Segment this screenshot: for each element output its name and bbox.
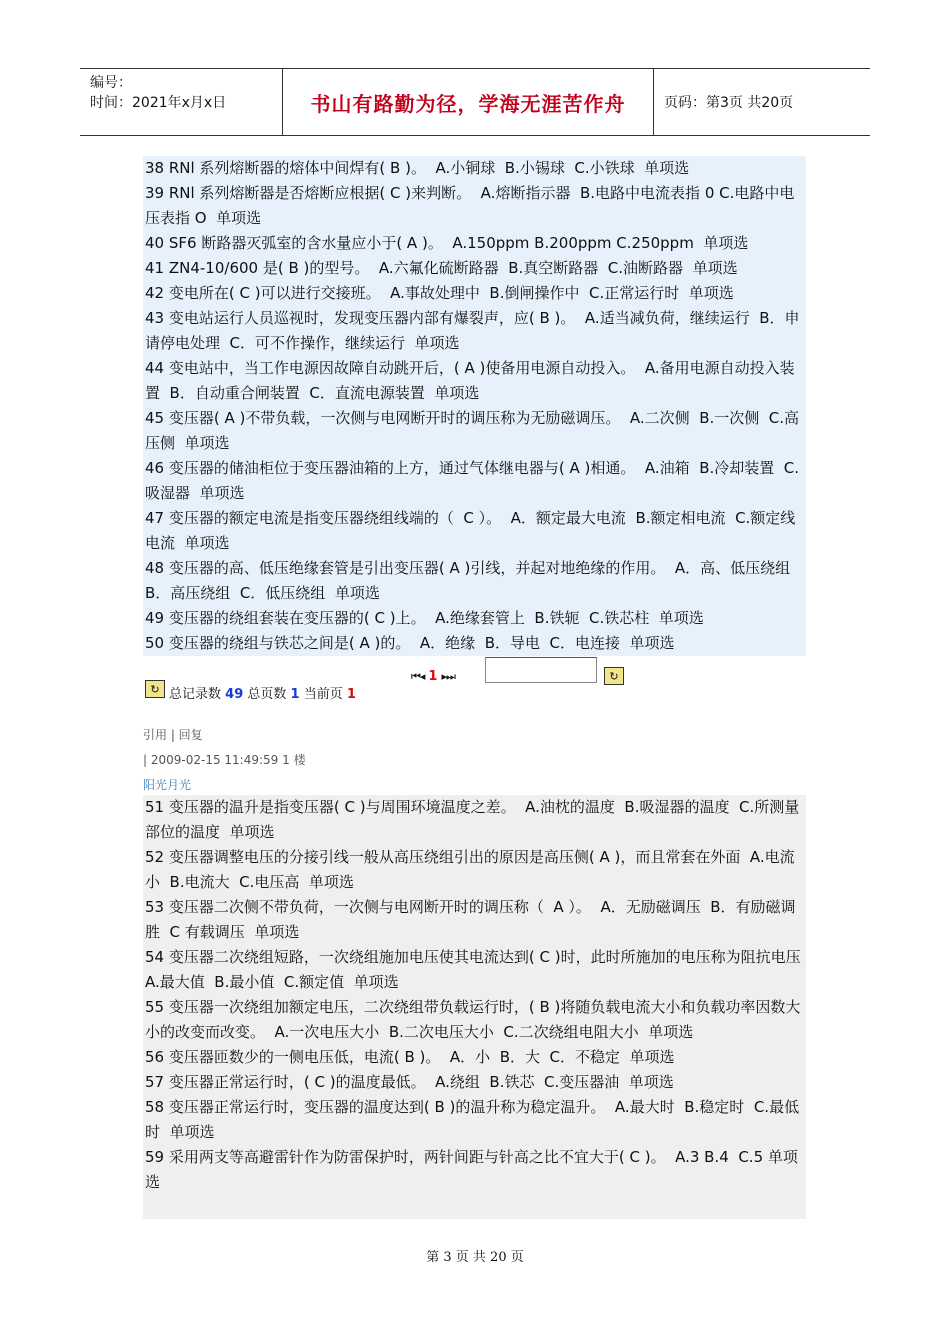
question-list-1 (143, 156, 806, 656)
header-meta (80, 69, 282, 135)
list-item: 55 变压器一次绕组加额定电压，二次绕组带负载运行时，( B )将随负载电流大小和负载功率因数大小的改变而改变。 A.一次电压大小 B.二次电压大小 C.二次绕组电阻大小 单项选 (145, 998, 801, 1041)
list-item: 38 RNl 系列熔断器的熔体中间焊有( B )。 A.小铜球 B.小锡球 C.小铁球 单项选 (145, 159, 690, 177)
header-slogan: 书山有路勤为径，学海无涯苦作舟 (282, 69, 654, 135)
list-item: 39 RNl 系列熔断器是否熔断应根据( C )来判断。 A.熔断指示器 B.电路中电流表指 0 C.电路中电压表指 O 单项选 (145, 184, 795, 227)
pager-stats (169, 683, 356, 702)
page-footer: 第 3 页 共 20 页 (426, 1250, 524, 1265)
question-list-2 (143, 795, 811, 1219)
list-item: 41 ZN4-10/600 是( B )的型号。 A.六氟化硫断路器 B.真空断路器 C.油断路器 单项选 (145, 259, 738, 277)
post-actions[interactable]: 引用 | 回复 (143, 728, 203, 742)
list-item: 44 变电站中，当工作电源因故障自动跳开后，( A )使备用电源自动投入。 A.备用电源自动投入装置 B．自动重合闸装置 C．直流电源装置 单项选 (145, 359, 795, 402)
list-item: 50 变压器的绕组与铁芯之间是( A )的。 A．绝缘 B．导电 C．电连接 单项选 (145, 634, 675, 652)
list-item: 49 变压器的绕组套装在变压器的( C )上。 A.绝缘套管上 B.铁轭 C.铁芯柱 单项选 (145, 609, 704, 627)
pager (143, 655, 806, 705)
list-item: 48 变压器的高、低压绝缘套管是引出变压器( A )引线，并起对地绝缘的作用。 A．高、低压绕组 B．高压绕组 C．低压绕组 单项选 (145, 559, 800, 602)
total-pages-label: 总页数 (247, 687, 287, 702)
page-link-current[interactable]: 1 (428, 669, 438, 684)
list-item: 40 SF6 断路器灭弧室的含水量应小于( A )。 A.150ppm B.200ppm C.250ppm 单项选 (145, 234, 749, 252)
list-item: 43 变电站运行人员巡视时，发现变压器内部有爆裂声，应( B )。 A.适当减负荷，继续运行 B．申请停电处理 C．可不作操作，继续运行 单项选 (145, 309, 800, 352)
list-item: 57 变压器正常运行时，( C )的温度最低。 A.绕组 B.铁芯 C.变压器油 单项选 (145, 1073, 674, 1091)
current-page-label: 当前页 (303, 687, 343, 702)
list-item: 51 变压器的温升是指变压器( C )与周围环境温度之差。 A.油枕的温度 B.吸湿器的温度 C.所测量部位的温度 单项选 (145, 798, 800, 841)
list-item: 42 变电所在( C )可以进行交接班。 A.事故处理中 B.倒闸操作中 C.正常运行时 单项选 (145, 284, 734, 302)
total-records: 49 (225, 687, 244, 702)
total-pages: 1 (290, 687, 300, 702)
list-item: 46 变压器的储油柜位于变压器油箱的上方，通过气体继电器与( A )相通。 A.油箱 B.冷却装置 C.吸湿器 单项选 (145, 459, 800, 502)
current-page: 1 (346, 687, 356, 702)
list-item: 53 变压器二次侧不带负荷，一次侧与电网断开时的调压称（ A ）。 A．无励磁调压 B．有励磁调胜 C 有载调压 单项选 (145, 898, 796, 941)
go-icon[interactable]: ↻ (145, 680, 165, 698)
first-page-button[interactable]: ⏮◂ (411, 670, 425, 683)
post-author[interactable]: 阳光月光 (143, 778, 192, 792)
list-item: 52 变压器调整电压的分接引线一般从高压绕组引出的原因是高压侧( A )，而且常套在外面 A.电流小 B.电流大 C.电压高 单项选 (145, 848, 795, 891)
header-page-info: 页码：第3页 共20页 (664, 95, 794, 111)
list-item: 47 变压器的额定电流是指变压器绕组线端的（ C ）。 A．额定最大电流 B.额定相电流 C.额定线电流 单项选 (145, 509, 796, 552)
list-item: 58 变压器正常运行时，变压器的温度达到( B )的温升称为稳定温升。 A.最大时 B.稳定时 C.最低时 单项选 (145, 1098, 800, 1141)
number-label: 编号： (90, 75, 132, 91)
total-records-label: 总记录数 (169, 687, 222, 702)
post-timestamp: | 2009-02-15 11:49:59 1 楼 (143, 753, 306, 767)
list-item: 45 变压器( A )不带负载，一次侧与电网断开时的调压称为无励磁调压。 A.二次侧 B.一次侧 C.高压侧 单项选 (145, 409, 800, 452)
list-item: 56 变压器匝数少的一侧电压低，电流( B )。 A．小 B．大 C．不稳定 单项选 (145, 1048, 675, 1066)
page-jump-input[interactable] (485, 657, 597, 683)
list-item: 54 变压器二次绕组短路，一次绕组施加电压使其电流达到( C )时，此时所施加的电压称为阻抗电压 A.最大值 B.最小值 C.额定值 单项选 (145, 948, 811, 991)
page-header (80, 68, 870, 136)
list-item: 59 采用两支等高避雷针作为防雷保护时，两针间距与针高之比不宜大于( C )。 A.3 B.4 C.5 单项选 (145, 1148, 798, 1191)
jump-go-icon[interactable]: ↻ (604, 667, 624, 685)
time-label: 时间：2021年x月x日 (90, 95, 227, 111)
last-page-button[interactable]: ▸⏭ (441, 670, 455, 683)
pager-nav (411, 669, 455, 684)
